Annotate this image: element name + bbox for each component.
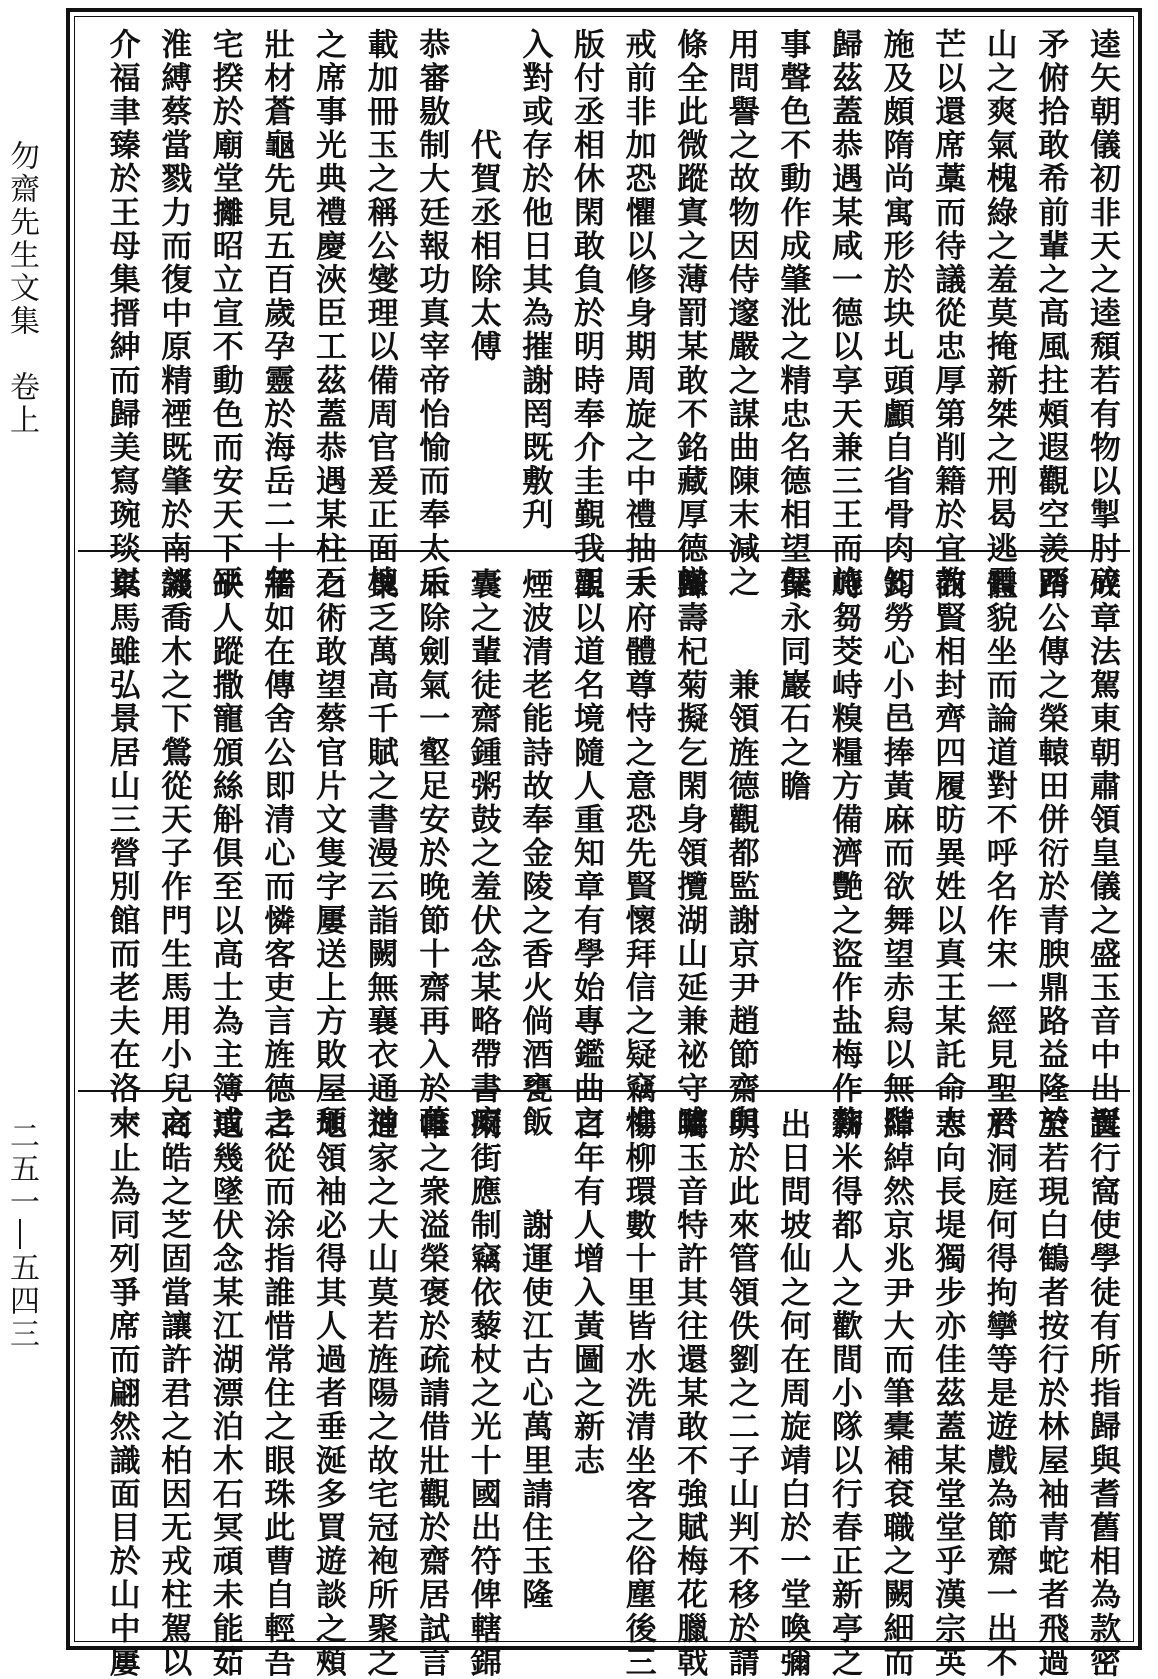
text-column: 宅揆於廟堂攡昭立宣不動色而安天下平 [206, 28, 243, 600]
text-column: 地領袖必得其人過者垂涎多買遊談之頰 [310, 1108, 346, 1679]
text-column: 謝運使江古心萬里請住玉隆 [516, 1108, 553, 1612]
text-column: 兩街應制竊依藜杖之光十國出符俾轄錦 [464, 1108, 501, 1679]
text-column: 載加冊玉之稱公燮理以備周官爰正面槐 [361, 28, 398, 600]
margin-title: 勿齋先生文集 卷上 [4, 140, 39, 437]
text-column: 至若現白鶴者按行於林屋袖青蛇者飛過 [1032, 1108, 1069, 1679]
text-column: 舌從而涂指誰惜常住之眼珠此曹自輕吾 [258, 1108, 295, 1679]
text-column: 道幾墜伏念某江湖漂泊木石冥頑未能茹 [206, 1108, 243, 1679]
text-column: 出日問坡仙之何在周旋靖白於一堂喚彌 [774, 1108, 811, 1679]
text-column: 成章法駕東朝肅領皇儀之盛玉音中出誕 [1084, 568, 1120, 1140]
register-divider [78, 550, 1130, 552]
text-register-1 [80, 24, 1128, 600]
text-column: 事聲色不動作成肇沘之精忠名德相望保 [774, 28, 811, 600]
text-column: 而賢相封齊四履昉異姓以真王某託命大 [929, 568, 966, 1140]
text-column: 山之爽氣槐綠之羞莫掩新桀之刑曷逃貢 [980, 28, 1017, 600]
text-column: 入對或存於他日其為摧謝罔既敷刋 [516, 28, 553, 532]
text-column: 蘖永同巖石之瞻 [774, 568, 811, 804]
text-column: 戒前非加恐懼以修身期周旋之中禮抽手 [619, 28, 656, 600]
text-column: 淮縛蔡當戮力而復中原精禋既肇於南郊 [155, 28, 192, 600]
text-column: 煙波清老能詩故奉金陵之香火倘酒甕飯 [516, 568, 553, 1140]
text-column: 之席事光典禮慶浹臣工茲蓋恭遇某柱石 [310, 28, 346, 600]
text-column: 綽綽然京兆尹大而筆橐補袞職之闕細而 [877, 1108, 914, 1679]
text-column: 缺人蹤撒寵頒絲斛俱至以高士為主簿或 [206, 568, 243, 1140]
text-column: 芒以還席藁而待議從忠厚第削籍於宜教 [929, 28, 966, 600]
text-column: 棄馬雖弘景居山三營別館而老夫在洛十 [103, 568, 140, 1140]
text-column: 明於此來管領佚劉之二子山判不移於請 [722, 1108, 759, 1679]
text-column: 囊之輩徒齋鍾粥鼓之羞伏念某略帶書癡 [464, 568, 501, 1140]
text-column: 壯材蒼龜先見五百歲孕靈於海岳二十年 [258, 28, 295, 600]
text-column: 囑玉音特許其往還某敢不強賦梅花臘戟 [671, 1108, 708, 1679]
text-column: 恭審敭制大廷報功真宰帝怡愉而奉太后 [413, 28, 450, 600]
margin-page-number: 二五一―五四三 [4, 1120, 39, 1351]
text-column: 代賀丞相除太傅 [464, 28, 501, 364]
text-column: 用問譽之故物因侍邃嚴之謀曲陳末減之 [722, 28, 759, 600]
text-column: 之術敢望蔡官片文隻字屢送上方敗屋頹 [310, 568, 346, 1140]
text-column: 道家之大山莫若旌陽之故宅冠袍所聚之 [361, 1108, 398, 1679]
text-column: 未除劍氣一壑足安於晚節十齋再入於舊 [413, 568, 450, 1140]
text-column: 置行窩使學徒有所指歸與耆舊相為款密 [1084, 1108, 1120, 1679]
text-register-3 [80, 1104, 1128, 1679]
text-column: 商皓之芝固當讓許君之柏因无戎柱駕以 [155, 1108, 192, 1679]
text-column: 蹐公傳之榮轅田併衍於青腴鼎路益隆於 [1032, 568, 1069, 1140]
text-column: 施及頗隋尚寓形於块圠頭顱自省骨肉知 [877, 28, 914, 600]
text-column: 歸茲蓋恭遇某咸一德以享天兼三王而施 [826, 28, 862, 600]
text-column: 薪米得都人之歡間小隊以行春正新亭之 [826, 1108, 862, 1679]
text-column: 牆如在傳舍公即清心而憐客吏言旌德之 [258, 568, 295, 1140]
text-column: 巢乏萬高千賦之書漫云詣闕無襄衣通神 [361, 568, 398, 1140]
text-column: 鈞勞心小邑捧黃麻而欲舞望赤舄以無階 [877, 568, 914, 1140]
register-divider [78, 1090, 1130, 1092]
text-column: 大府體尊恃之意恐先賢懷拜信之疑竊惟 [619, 568, 656, 1140]
text-column: 歸壽杞菊擬乞閑身領攬湖山延兼祕守雖 [671, 568, 708, 1140]
text-column: 兼領旌德觀都監謝京尹趙節齋與 [722, 568, 759, 1140]
text-column: 百年有人增入黃圖之新志 [568, 1108, 604, 1478]
text-column: 條全此微蹤寘之薄罰某敢不銘藏厚德轍 [671, 28, 708, 600]
text-column: 於洞庭何得拘攣等是遊戲為節齋一出不 [980, 1108, 1017, 1679]
text-column: 楊柳環數十里皆水洗清坐客之俗塵後三 [619, 1108, 656, 1679]
text-column: 版付丞相休閑敢負於明時奉介圭覲我王 [568, 28, 604, 600]
text-column: 介福聿臻於王母集搢紳而歸美寫琬琰以 [103, 28, 140, 600]
text-column: 惡向長堤獨步亦佳茲蓋某堂堂乎漢宗英 [929, 1108, 966, 1679]
text-column: 逵矢朝儀初非天之逵頹若有物以掣肘碎 [1084, 28, 1120, 600]
text-column: 峙芻茭峙糗糧方備濟艷之盜作盐梅作麴 [826, 568, 862, 1140]
text-column: 譏喬木之下鶯從天子作門生馬用小兒之 [155, 568, 192, 1140]
text-column: 矛俯拾敢希前輩之高風拄頰遐觀空羨西 [1032, 28, 1069, 600]
text-column: 帷之衆溢榮褒於疏請借壯觀於齋居試言 [413, 1108, 450, 1679]
text-register-2 [80, 564, 1128, 1140]
page-frame [66, 8, 1142, 1679]
text-column: 來止為同列爭席而翩然識面目於山中屢 [103, 1108, 140, 1679]
text-column: 體貌坐而論道對不呼名作宋一經見聖君 [980, 568, 1017, 1140]
text-column: 觀以道名境隨人重知章有學始專鑑曲之 [568, 568, 604, 1140]
